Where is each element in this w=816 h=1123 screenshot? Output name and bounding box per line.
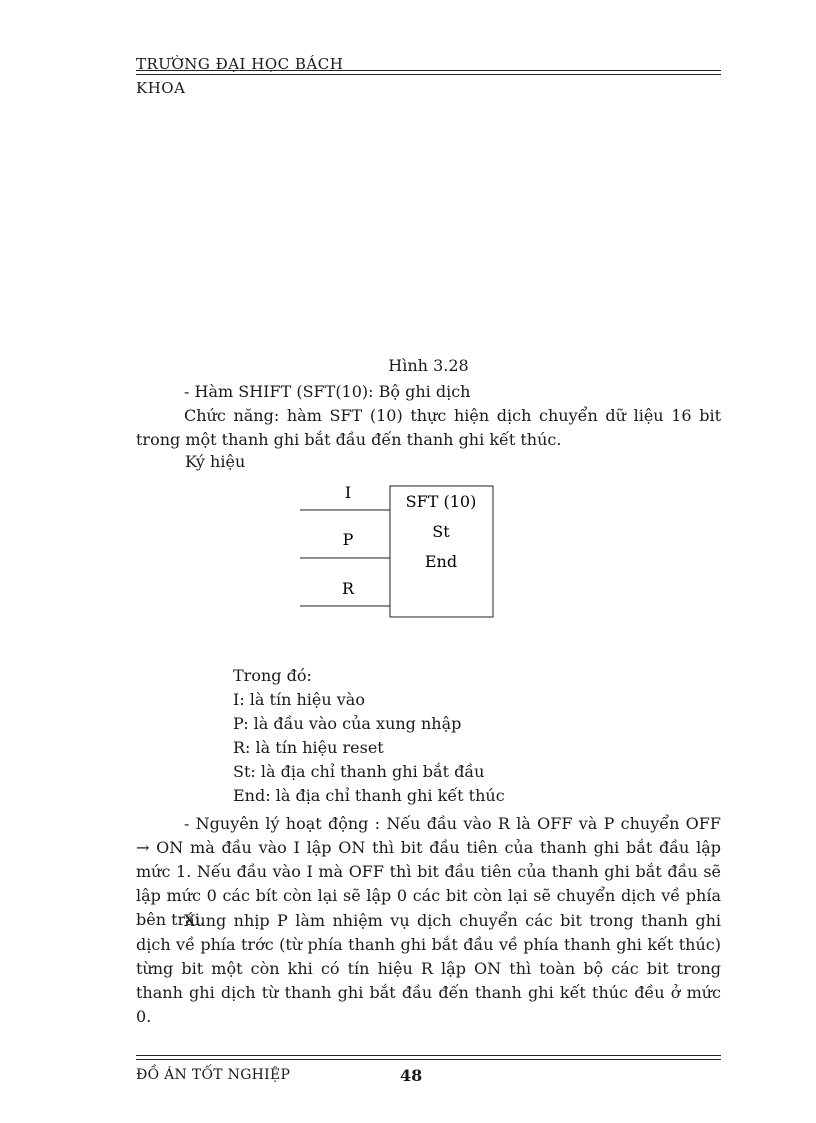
operating-principle: - Nguyên lý hoạt động : Nếu đầu vào R là OFF và P chuyển OFF → ON mà đầu vào I lập ON thì bit đầu tiên của thanh ghi bắt đầu lập mức 1. Nếu đầu vào I mà OFF thì bit đầu tiên của thanh ghi bắt đầu sẽ lập mức 0 các bít còn lại sẽ lập 0 các bit còn lại sẽ chuyển dịch về phía bên trái. (136, 814, 721, 929)
block-label-end: End (424, 552, 458, 571)
legend (233, 664, 505, 808)
header-rule-top (136, 70, 721, 71)
sft-block-diagram (298, 478, 498, 623)
sft-title: - Hàm SHIFT (SFT(10): Bộ ghi dịch (184, 382, 471, 401)
legend-item: St: là địa chỉ thanh ghi bắt đầu (233, 762, 485, 781)
legend-item: End: là địa chỉ thanh ghi kết thúc (233, 786, 505, 805)
figure-caption: Hình 3.28 (388, 356, 469, 375)
clock-description: Xung nhịp P làm nhiệm vụ dịch chuyển các bit trong thanh ghi dịch về phía trớc (từ phía thanh ghi bắt đầu về phía thanh ghi kết thúc) từng bit một còn khi có tín hiệu R lập ON thì toàn bộ các bit trong thanh ghi dịch từ thanh ghi bắt đầu đến thanh ghi kết thúc đều ở mức 0. (136, 911, 721, 1026)
header-rule-bottom (136, 74, 721, 75)
block-label-sft: SFT (10) (405, 492, 477, 511)
input-label-i: I (344, 483, 352, 502)
symbol-label: Ký hiệu (185, 452, 246, 471)
footer-rule-bottom (136, 1059, 721, 1060)
legend-item: R: là tín hiệu reset (233, 738, 384, 757)
function-description: Chức năng: hàm SFT (10) thực hiện dịch chuyển dữ liệu 16 bit trong một thanh ghi bắt đầu đến thanh ghi kết thúc. (136, 406, 721, 449)
footer-rule-top (136, 1055, 721, 1056)
legend-item: P: là đầu vào của xung nhập (233, 714, 462, 733)
input-label-r: R (341, 579, 355, 598)
page-number: 48 (400, 1066, 423, 1085)
footer-label: ĐỒ ÁN TỐT NGHIỆP (136, 1067, 291, 1083)
header-school-name: TRƯỜNG ĐẠI HỌC BÁCH KHOA (136, 55, 344, 97)
block-label-st: St (432, 522, 450, 541)
legend-title: Trong đó: (233, 666, 312, 685)
legend-item: I: là tín hiệu vào (233, 690, 365, 709)
input-label-p: P (342, 530, 354, 549)
